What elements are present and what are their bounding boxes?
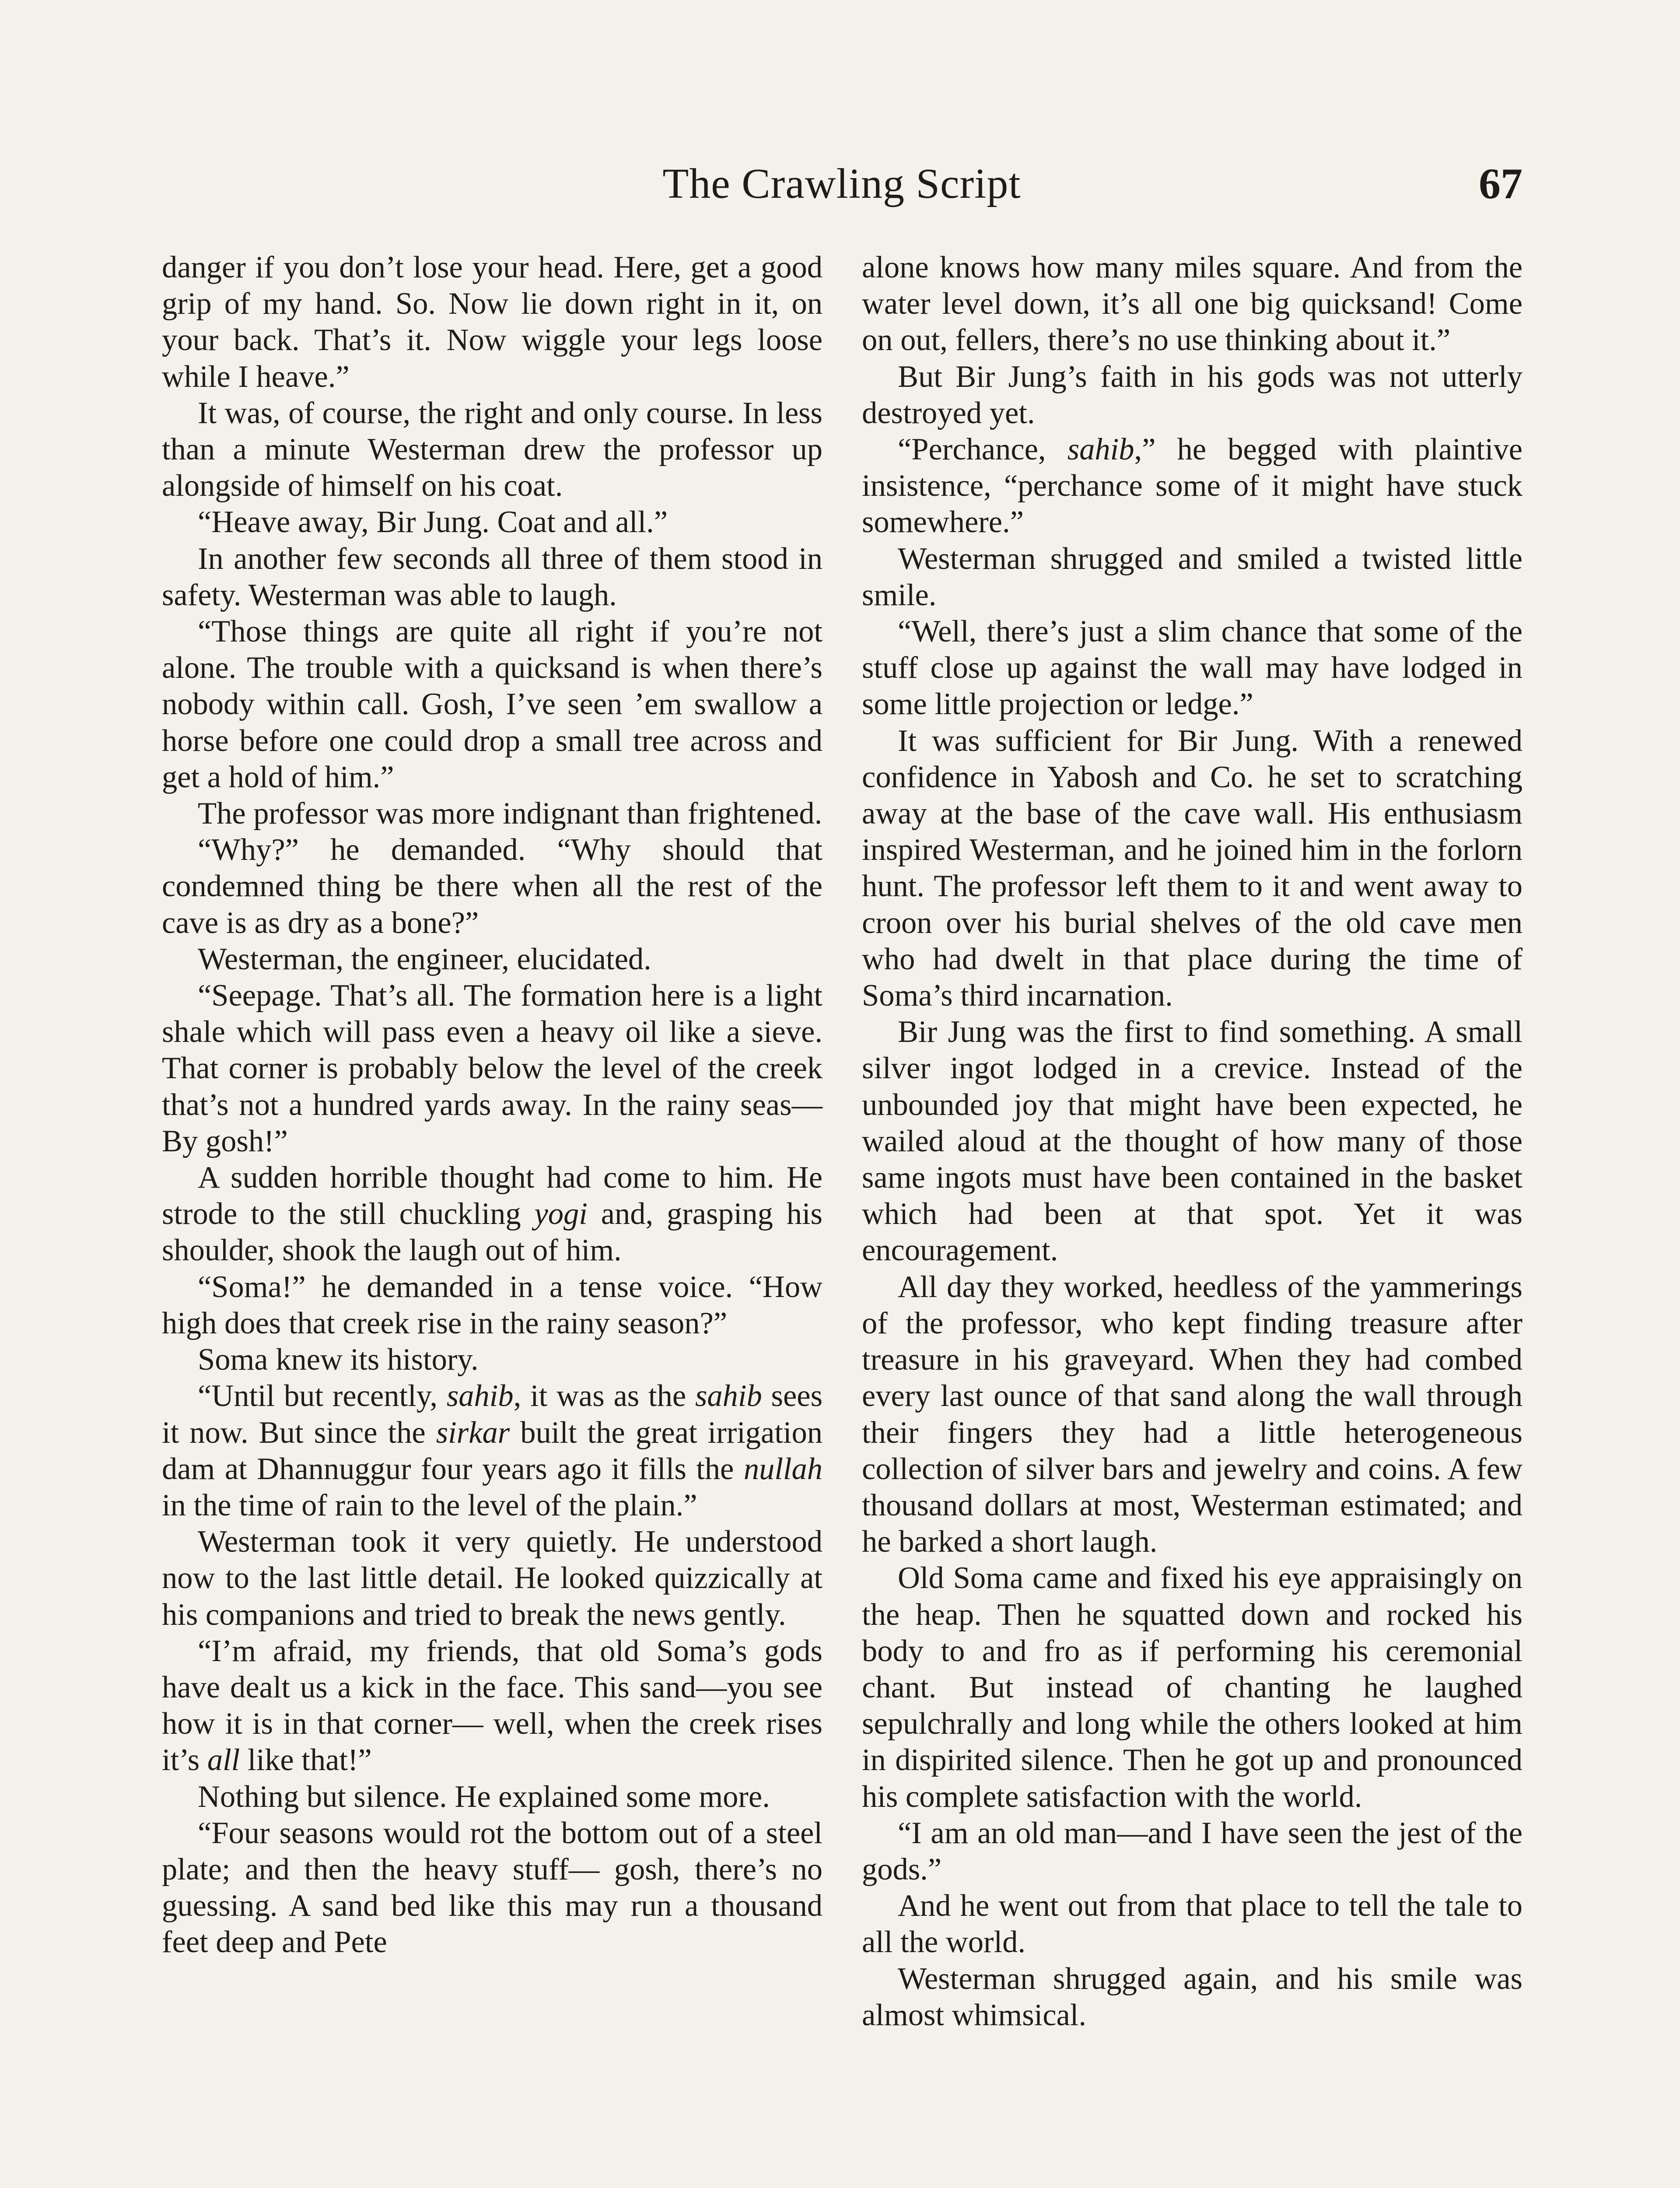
paragraph: Bir Jung was the first to find something. A small silver ingot lodged in a crevice. Instead of the unbounded joy that might have been expected, he wailed aloud at the thought of how many of those same ingots must have been contained in the basket which had been at that spot. Yet it was encouragement. <box>862 1015 1522 1268</box>
paragraph: And he went out from that place to tell the tale to all the world. <box>862 1889 1522 1960</box>
paragraph: Westerman took it very quietly. He understood now to the last little detail. He looked quizzically at his companions and tried to break the news gently. <box>162 1525 822 1632</box>
paragraph: Soma knew its history. <box>198 1343 479 1377</box>
paragraph: But Bir Jung’s faith in his gods was not utterly destroyed yet. <box>862 359 1522 430</box>
left-text-column <box>162 249 822 1961</box>
paragraph: A sudden horrible thought had come to him. He strode to the still chuckling yogi and, grasping his shoulder, shook the laugh out of him. <box>162 1161 822 1268</box>
paragraph: “Heave away, Bir Jung. Coat and all.” <box>198 505 668 540</box>
paragraph: “Seepage. That’s all. The formation here is a light shale which will pass even a heavy oil like a sieve. That corner is probably below the level of the creek that’s not a hundred yards away. In the rainy seas— By gosh!” <box>162 978 822 1158</box>
paragraph: “Soma!” he demanded in a tense voice. “How high does that creek rise in the rainy season?” <box>162 1269 822 1340</box>
paragraph: alone knows how many miles square. And from the water level down, it’s all one big quicksand! Come on out, fellers, there’s no use thinking about it.” <box>862 250 1522 358</box>
paragraph: danger if you don’t lose your head. Here, get a good grip of my hand. So. Now lie down right in it, on your back. That’s it. Now wiggle your legs loose while I heave.” <box>162 250 822 394</box>
paragraph: Westerman shrugged again, and his smile was almost whimsical. <box>862 1961 1522 2032</box>
paragraph: “I’m afraid, my friends, that old Soma’s gods have dealt us a kick in the face. This sand—you see how it is in that corner— well, when the creek rises it’s all like that!” <box>162 1634 822 1778</box>
paragraph: “Four seasons would rot the bottom out of a steel plate; and then the heavy stuff— gosh, there’s no guessing. A sand bed like this may run a thousand feet deep and Pete <box>162 1816 822 1960</box>
paragraph: Westerman shrugged and smiled a twisted little smile. <box>862 541 1522 612</box>
paragraph: “Well, there’s just a slim chance that some of the stuff close up against the wall may have lodged in some little projection or ledge.” <box>862 614 1522 722</box>
paragraph: “I am an old man—and I have seen the jest of the gods.” <box>862 1816 1522 1886</box>
paragraph: “Until but recently, sahib, it was as the sahib sees it now. But since the sirkar built the great irrigation dam at Dhannuggur four years ago it fills the nullah in the time of rain to the level of the plain.” <box>162 1379 822 1522</box>
paragraph: The professor was more indignant than frightened. <box>198 796 822 831</box>
paragraph: “Perchance, sahib,” he begged with plaintive insistence, “perchance some of it might have stuck somewhere.” <box>862 432 1523 540</box>
running-title: The Crawling Script <box>662 160 1021 207</box>
paragraph: Nothing but silence. He explained some more. <box>198 1779 770 1814</box>
paragraph: “Those things are quite all right if you’re not alone. The trouble with a quicksand is when there’s nobody within call. Gosh, I’ve seen ’em swallow a horse before one could drop a small tree across and get a hold of him.” <box>162 614 822 794</box>
paragraph: Westerman, the engineer, elucidated. <box>198 942 651 976</box>
page-header <box>161 153 1522 214</box>
paragraph: In another few seconds all three of them stood in safety. Westerman was able to laugh. <box>162 541 822 612</box>
paragraph: Old Soma came and fixed his eye appraisingly on the heap. Then he squatted down and rocked his body to and fro as if performing his ceremonial chant. But instead of chanting he laughed sepulchrally and long while the others looked at him in dispirited silence. Then he got up and pronounced his complete satisfaction with the world. <box>862 1561 1522 1814</box>
right-text-column <box>862 249 1522 2034</box>
paragraph: All day they worked, heedless of the yammerings of the professor, who kept finding treasure after treasure in his graveyard. When they had combed every last ounce of that sand along the wall through their fingers they had a little heterogeneous collection of silver bars and jewelry and coins. A few thousand dollars at most, Westerman estimated; and he barked a short laugh. <box>862 1269 1522 1559</box>
paragraph: It was, of course, the right and only course. In less than a minute Westerman drew the professor up alongside of himself on his coat. <box>162 396 822 503</box>
paragraph: “Why?” he demanded. “Why should that condemned thing be there when all the rest of the cave is as dry as a bone?” <box>162 833 822 940</box>
page-number: 67 <box>1479 159 1522 208</box>
paragraph: It was sufficient for Bir Jung. With a renewed confidence in Yabosh and Co. he set to scratching away at the base of the cave wall. His enthusiasm inspired Westerman, and he joined him in the forlorn hunt. The professor left them to it and went away to croon over his burial shelves of the old cave men who had dwelt in that place during the time of Soma’s third incarnation. <box>862 723 1522 1013</box>
